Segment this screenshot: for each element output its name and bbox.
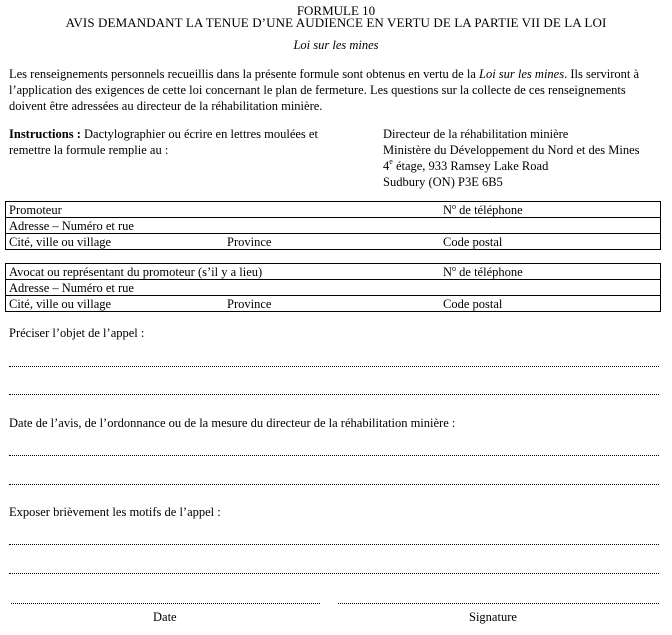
mailing-address [383, 126, 668, 190]
appeal-reasons-line-1[interactable] [9, 544, 659, 545]
appeal-reasons-line-2[interactable] [9, 573, 659, 574]
form-number: FORMULE 10 [296, 3, 376, 18]
agent-phone-label: $N^o$ de téléphone [443, 264, 523, 279]
proponent-address-row[interactable] [6, 218, 660, 234]
agent-postal-label: Code postal [443, 297, 503, 311]
proponent-city-row[interactable] [6, 234, 660, 249]
notice-date-line-1[interactable] [9, 455, 659, 456]
signature-label: Signature [469, 610, 517, 624]
address-line-1: Directeur de la réhabilitation minière [383, 127, 569, 141]
privacy-notice-part1: Les renseignements personnels recueillis dans la présente formule sont obtenus en vertu de la [9, 67, 479, 81]
privacy-notice-part2: . Ils serviront à l’application des exigences de cette loi concernant le plan de fermeture. Les questions sur la collecte de ces renseignements doivent être adressées au directeur de la réhabilitation minière. [9, 67, 640, 113]
proponent-box [5, 201, 661, 250]
proponent-city-label: Cité, ville ou village [9, 235, 112, 249]
proponent-address-label: Adresse – Numéro et rue [9, 219, 134, 233]
instructions-label: Instructions : [9, 127, 81, 141]
address-line-4: Sudbury (ON) P3E 6B5 [383, 175, 503, 189]
agent-name-row[interactable] [6, 264, 660, 280]
appeal-reasons-label: Exposer brièvement les motifs de l’appel : [9, 505, 221, 519]
signature-line[interactable] [338, 603, 659, 604]
address-street: étage, 933 Ramsey Lake Road [392, 159, 549, 173]
appeal-subject-line-1[interactable] [9, 366, 659, 367]
proponent-name-row[interactable] [6, 202, 660, 218]
appeal-subject-label: Préciser l’objet de l’appel : [9, 326, 145, 340]
address-line-2: Ministère du Développement du Nord et des Mines [383, 143, 640, 157]
address-floor-sup: e [389, 157, 393, 166]
address-line-3 [383, 158, 668, 174]
agent-province-label: Province [227, 297, 272, 311]
proponent-province-label: Province [227, 235, 272, 249]
instructions-text: Dactylographier ou écrire en lettres moulées et remettre la formule remplie au : [9, 127, 318, 157]
form-subtitle: Loi sur les mines [293, 38, 379, 52]
agent-address-label: Adresse – Numéro et rue [9, 281, 134, 295]
form-title: AVIS DEMANDANT LA TENUE D’UNE AUDIENCE EN VERTU DE LA PARTIE VII DE LA LOI [65, 15, 607, 30]
proponent-postal-label: Code postal [443, 235, 503, 249]
agent-city-label: Cité, ville ou village [9, 297, 112, 311]
privacy-notice-law: Loi sur les mines [479, 67, 565, 81]
date-label: Date [153, 610, 177, 624]
privacy-notice [9, 66, 664, 114]
notice-date-line-2[interactable] [9, 484, 659, 485]
agent-address-row[interactable] [6, 280, 660, 296]
proponent-name-label: Promoteur [9, 203, 62, 217]
proponent-phone-label: $N^o$ de téléphone [443, 202, 523, 217]
agent-box [5, 263, 661, 312]
date-line[interactable] [11, 603, 320, 604]
agent-city-row[interactable] [6, 296, 660, 311]
instructions [9, 126, 349, 158]
notice-date-label: Date de l’avis, de l’ordonnance ou de la mesure du directeur de la réhabilitation minière : [9, 416, 456, 430]
appeal-subject-line-2[interactable] [9, 394, 659, 395]
agent-name-label: Avocat ou représentant du promoteur (s’il y a lieu) [9, 265, 263, 279]
address-floor-number: 4 [383, 159, 390, 173]
